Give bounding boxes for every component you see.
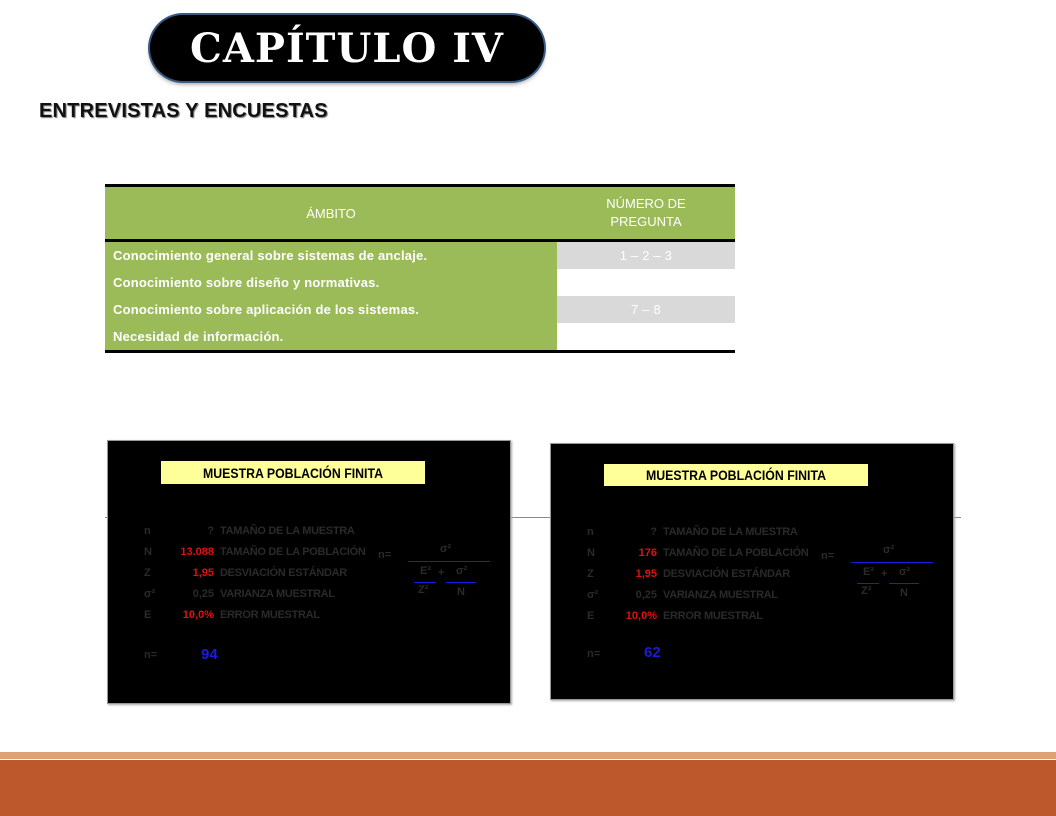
formula-main-bar <box>408 561 490 562</box>
param-label: TAMAÑO DE LA POBLACIÓN <box>663 547 809 559</box>
sample-size-formula <box>821 542 941 602</box>
param-row <box>587 568 837 586</box>
param-symbol: n <box>587 526 594 538</box>
param-row <box>587 610 837 628</box>
param-symbol: Z <box>587 568 594 580</box>
formula-plus: + <box>881 568 888 580</box>
formula-numerator: σ² <box>440 543 452 555</box>
formula-sub-left: Z² <box>418 584 429 596</box>
ambito-cell: Conocimiento sobre aplicación de los sistemas. <box>105 296 557 323</box>
formula-lhs: n= <box>378 549 392 561</box>
param-value: 1,95 <box>635 568 657 580</box>
formula-den-right: σ² <box>456 565 468 577</box>
result-label: n= <box>144 649 158 661</box>
param-value: 0,25 <box>635 589 657 601</box>
sample-size-panel-2 <box>550 443 954 700</box>
param-value: ? <box>650 526 657 538</box>
param-value: 10,0% <box>182 609 214 621</box>
formula-main-bar <box>851 562 933 563</box>
ambito-cell: Necesidad de información. <box>105 323 557 352</box>
header-ambito: ÁMBITO <box>105 186 557 241</box>
param-row <box>144 588 394 606</box>
param-symbol: E <box>144 609 152 621</box>
header-numero-text: NÚMERO DE PREGUNTA <box>606 196 686 229</box>
param-label: TAMAÑO DE LA MUESTRA <box>663 526 798 538</box>
sample-size-formula <box>378 541 498 601</box>
sample-size-panel-1 <box>107 440 511 704</box>
numero-cell: 7 – 8 <box>557 296 735 323</box>
formula-sub-right: N <box>457 586 465 598</box>
panel-title: MUESTRA POBLACIÓN FINITA <box>604 464 868 486</box>
param-value: 10,0% <box>625 610 657 622</box>
header-numero-pregunta <box>557 186 735 241</box>
formula-numerator: σ² <box>883 544 895 556</box>
param-value: 1,95 <box>192 567 214 579</box>
footer-bar <box>0 760 1056 816</box>
param-label: ERROR MUESTRAL <box>220 609 320 621</box>
formula-sub-left: Z² <box>861 585 872 597</box>
table-row <box>105 269 735 296</box>
param-label: VARIANZA MUESTRAL <box>220 588 335 600</box>
param-symbol: Z <box>144 567 151 579</box>
formula-den-left: E² <box>863 566 874 578</box>
formula-sub-bar-right <box>889 583 919 584</box>
formula-sub-bar-left <box>857 583 879 584</box>
ambito-table <box>105 184 735 353</box>
formula-plus: + <box>438 567 445 579</box>
table-row <box>105 241 735 270</box>
param-label: DESVIACIÓN ESTÁNDAR <box>220 567 347 579</box>
formula-sub-bar-left <box>414 582 436 583</box>
chapter-title: CAPÍTULO IV <box>190 24 504 72</box>
param-value: 176 <box>638 547 657 559</box>
param-row <box>587 547 837 565</box>
param-value: 13.088 <box>180 546 214 558</box>
formula-sub-right: N <box>900 587 908 599</box>
formula-den-right: σ² <box>899 566 911 578</box>
param-row <box>587 526 837 544</box>
numero-cell <box>557 269 735 296</box>
param-symbol: σ² <box>587 589 599 601</box>
result-value: 94 <box>201 646 218 663</box>
table-row <box>105 296 735 323</box>
result-label: n= <box>587 648 601 660</box>
param-row <box>587 589 837 607</box>
param-symbol: N <box>587 547 595 559</box>
chapter-banner <box>150 15 544 81</box>
footer-stripe <box>0 752 1056 759</box>
param-value: ? <box>207 525 214 537</box>
ambito-cell: Conocimiento general sobre sistemas de anclaje. <box>105 241 557 270</box>
table-header-row <box>105 186 735 241</box>
result-value: 62 <box>644 644 661 661</box>
param-symbol: N <box>144 546 152 558</box>
formula-lhs: n= <box>821 550 835 562</box>
formula-den-left: E² <box>420 565 431 577</box>
param-row <box>144 567 394 585</box>
param-symbol: E <box>587 610 595 622</box>
param-label: TAMAÑO DE LA MUESTRA <box>220 525 355 537</box>
param-row <box>144 609 394 627</box>
param-row <box>144 546 394 564</box>
table-row <box>105 323 735 352</box>
param-label: TAMAÑO DE LA POBLACIÓN <box>220 546 366 558</box>
param-symbol: n <box>144 525 151 537</box>
panel-title: MUESTRA POBLACIÓN FINITA <box>161 461 425 484</box>
ambito-cell: Conocimiento sobre diseño y normativas. <box>105 269 557 296</box>
param-label: VARIANZA MUESTRAL <box>663 589 778 601</box>
section-title: ENTREVISTAS Y ENCUESTAS <box>39 100 328 122</box>
param-value: 0,25 <box>192 588 214 600</box>
param-label: DESVIACIÓN ESTÁNDAR <box>663 568 790 580</box>
formula-sub-bar-right <box>446 582 476 583</box>
param-row <box>144 525 394 543</box>
numero-cell: 1 – 2 – 3 <box>557 241 735 270</box>
numero-cell <box>557 323 735 352</box>
param-label: ERROR MUESTRAL <box>663 610 763 622</box>
param-symbol: σ² <box>144 588 156 600</box>
